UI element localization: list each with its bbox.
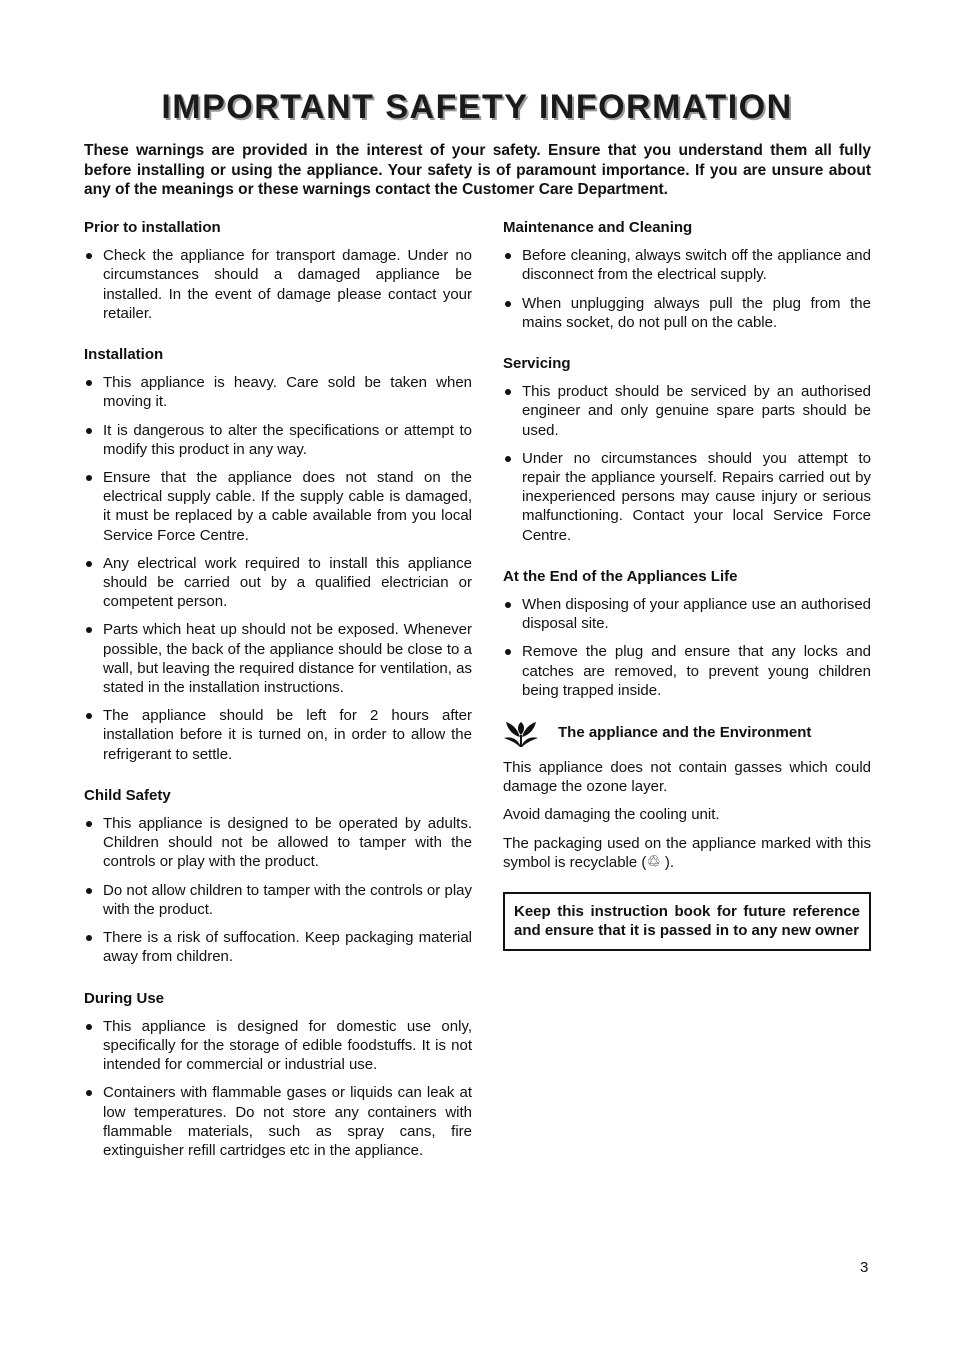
keep-instructions-notice: Keep this instruction book for future reference and ensure that it is passed in to any new owner (503, 892, 871, 951)
list-item (84, 814, 472, 872)
bullet-icon (86, 561, 92, 567)
list-item (84, 554, 472, 612)
list-item-text: Under no circumstances should you attempt to repair the appliance yourself. Repairs carried out by inexperienced persons may cause injury or serious malfunctioning. Contact your local Service Force Centre. (522, 449, 871, 544)
list-item (84, 620, 472, 697)
section-heading: Child Safety (84, 786, 171, 804)
bullet-icon (86, 935, 92, 941)
list-item (84, 373, 472, 411)
bullet-list (503, 595, 871, 700)
bullet-list (84, 373, 472, 764)
section-heading: Prior to installation (84, 219, 221, 236)
bullet-list (503, 246, 871, 332)
environment-paragraph: This appliance does not contain gasses which could damage the ozone layer. (503, 759, 871, 796)
list-item (84, 468, 472, 545)
recycle-icon: ♲ (646, 853, 661, 871)
page-title: IMPORTANT SAFETY INFORMATION (161, 88, 793, 126)
list-item-text: When disposing of your appliance use an authorised disposal site. (522, 596, 871, 633)
bullet-icon (86, 253, 92, 259)
list-item (84, 706, 472, 764)
environment-paragraph: Avoid damaging the cooling unit. (503, 806, 720, 824)
section-during-use (84, 989, 472, 1161)
page-number: 3 (860, 1259, 869, 1276)
list-item-text: Do not allow children to tamper with the controls or play with the product. (103, 881, 472, 918)
bullet-icon (86, 713, 92, 719)
section-maintenance-and-cleaning (503, 218, 871, 332)
list-item (503, 246, 871, 284)
left-column (84, 218, 472, 1182)
section-heading: At the End of the Appliances Life (503, 567, 738, 585)
section-end-of-life (503, 567, 871, 700)
list-item-text: There is a risk of suffocation. Keep packaging material away from children. (103, 929, 472, 966)
section-heading: The appliance and the Environment (558, 724, 812, 742)
bullet-icon (505, 649, 511, 655)
bullet-icon (505, 602, 511, 608)
list-item (84, 1083, 472, 1160)
list-item-text: Any electrical work required to install this appliance should be carried out by a qualified electrician or competent person. (103, 554, 472, 611)
bullet-icon (505, 389, 511, 395)
bullet-icon (86, 821, 92, 827)
bullet-icon (505, 253, 511, 259)
list-item-text: This product should be serviced by an authorised engineer and only genuine spare parts should be used. (522, 383, 871, 439)
list-item (84, 881, 472, 919)
list-item-text: The appliance should be left for 2 hours after installation before it is turned on, in order to allow the refrigerant to settle. (103, 707, 472, 763)
section-prior-to-installation (84, 218, 472, 323)
bullet-list (84, 1017, 472, 1160)
list-item-text: This appliance is designed to be operated by adults. Children should not be allowed to tamper with the controls or play with the product. (103, 815, 472, 871)
section-heading: Maintenance and Cleaning (503, 219, 693, 236)
bullet-icon (505, 301, 511, 307)
bullet-icon (505, 456, 511, 462)
list-item-text: This appliance is heavy. Care sold be taken when moving it. (103, 374, 472, 411)
list-item (84, 928, 472, 966)
section-child-safety (84, 786, 472, 967)
intro-warning: These warnings are provided in the interest of your safety. Ensure that you understand them all fully before installing or using the appliance. Your safety is of paramount importance. If you are unsure about any of the meanings or these warnings contact the Customer Care Department. (84, 142, 871, 198)
section-heading: Installation (84, 346, 164, 364)
bullet-list (84, 814, 472, 966)
list-item-text: Before cleaning, always switch off the appliance and disconnect from the electrical supply. (522, 247, 871, 284)
list-item-text: This appliance is designed for domestic use only, specifically for the storage of edible foodstuffs. It is not intended for commercial or industrial use. (103, 1017, 472, 1074)
bullet-icon (86, 1090, 92, 1096)
section-environment (503, 718, 871, 951)
list-item (503, 449, 871, 545)
list-item (84, 421, 472, 459)
list-item-text: Parts which heat up should not be exposed. Whenever possible, the back of the appliance should be close to a wall, but leaving the required distance for ventilation, as stated in the installation instructions. (103, 621, 472, 697)
bullet-icon (86, 888, 92, 894)
bullet-icon (86, 627, 92, 633)
list-item-text: It is dangerous to alter the specifications or attempt to modify this product in any way. (103, 421, 472, 458)
bullet-icon (86, 1024, 92, 1030)
list-item-text: Ensure that the appliance does not stand on the electrical supply cable. If the supply cable is damaged, it must be replaced by a cable available from you local Service Force Centre. (103, 469, 472, 544)
bullet-list (84, 246, 472, 323)
section-servicing (503, 354, 871, 545)
bullet-icon (86, 380, 92, 386)
list-item (84, 246, 472, 323)
list-item (503, 294, 871, 332)
environment-paragraph (503, 834, 871, 872)
recyclable-text: The packaging used on the appliance marked with this symbol is recyclable ( (503, 834, 871, 871)
section-heading: Servicing (503, 355, 571, 373)
list-item-text: When unplugging always pull the plug from the mains socket, do not pull on the cable. (522, 294, 871, 331)
list-item (84, 1017, 472, 1075)
list-item (503, 595, 871, 633)
right-column (503, 218, 871, 973)
list-item-text: Remove the plug and ensure that any locks and catches are removed, to prevent young children being trapped inside. (522, 643, 871, 699)
list-item (503, 382, 871, 440)
bullet-list (503, 382, 871, 545)
bullet-icon (86, 475, 92, 481)
bullet-icon (86, 428, 92, 434)
list-item-text: Check the appliance for transport damage. Under no circumstances should a damaged appliance be installed. In the event of damage please contact your retailer. (103, 247, 472, 322)
section-installation (84, 345, 472, 764)
recyclable-text-end: ). (660, 853, 675, 871)
list-item-text: Containers with flammable gases or liquids can leak at low temperatures. Do not store any containers with flammable materials, such as spray cans, fire extinguisher refill cartridges etc in the appliance. (103, 1084, 472, 1159)
list-item (503, 642, 871, 700)
environment-heading-row (503, 718, 871, 748)
section-heading: During Use (84, 989, 165, 1007)
flower-icon (503, 718, 539, 748)
